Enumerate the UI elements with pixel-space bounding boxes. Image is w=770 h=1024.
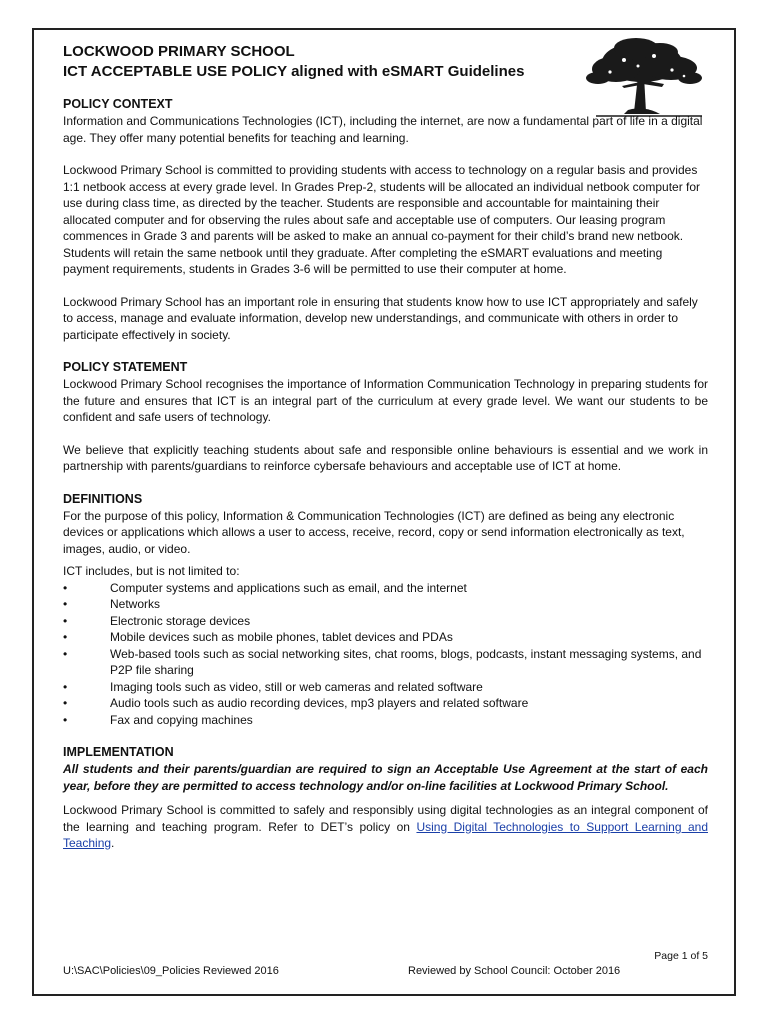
acceptable-use-requirement: All students and their parents/guardian are required to sign an Acceptable Use Agreement at the start of each year, before they are permitted to access technology and/or on-line facilities at Lockwood Primary School.	[63, 762, 708, 793]
implementation-heading: IMPLEMENTATION	[63, 745, 174, 759]
context-paragraph-1: Information and Communications Technologies (ICT), including the internet, are now a fundamental part of life in a digital age. They offer many potential benefits for teaching and learning.	[63, 114, 703, 145]
list-intro: ICT includes, but is not limited to:	[63, 564, 240, 578]
bullet-icon: •	[63, 712, 68, 727]
bullet-icon: •	[63, 679, 68, 694]
context-paragraph-3: Lockwood Primary School has an important role in ensuring that students know how to use ICT appropriately and safely to access, manage and evaluate information, develop new understandings, and communicate with others in order to participate effectively in society.	[63, 294, 698, 342]
statement-paragraph-2: We believe that explicitly teaching students about safe and responsible online behaviours is essential and we work in partnership with parents/guardians to reinforce cybersafe behaviours and acceptable use of ICT at home.	[63, 442, 708, 473]
policy-statement-heading: POLICY STATEMENT	[63, 360, 188, 374]
list-item: • Electronic storage devices	[63, 613, 251, 628]
bullet-icon: •	[63, 613, 68, 628]
det-policy-link[interactable]: Using Digital Technologies to Support Learning and Teaching	[63, 819, 708, 850]
review-date: Reviewed by School Council: October 2016	[408, 965, 621, 977]
school-name: LOCKWOOD PRIMARY SCHOOL	[63, 43, 295, 60]
list-item: • Audio tools such as audio recording devices, mp3 players and related software	[63, 696, 529, 710]
list-item: • Computer systems and applications such as email, and the internet	[63, 580, 467, 595]
list-item: • Fax and copying machines	[63, 712, 253, 727]
list-item: • Mobile devices such as mobile phones, tablet devices and PDAs	[63, 630, 453, 644]
statement-paragraph-1: Lockwood Primary School recognises the importance of Information Communication Technology in preparing students for the future and ensures that ICT is an integral part of the curriculum at every grade level. We want our students to be confident and safe users of technology.	[63, 377, 708, 424]
context-paragraph-2: Lockwood Primary School is committed to providing students with access to technology on a regular basis and provides 1:1 netbook access at every grade level. In Grades Prep-2, students will be allocated an individual netbook computer for use during class time, as directed by the teacher. Students are responsible and accountable for maintaining their allocated computer and for observing the rules about safe and acceptable use of computers. Our leasing program commences in Grade 3 and parents will be asked to make an annual co-payment for their child’s brand new netbook. Students will retain the same netbook until they graduate. After completing the eSMART evaluations and meeting payment requirements, students in Grades 3-6 will be permitted to use their computer at home.	[63, 163, 701, 276]
definitions-paragraph: For the purpose of this policy, Information & Communication Technologies (ICT) are defined as being any electronic devices or applications which allows a user to access, receive, record, copy or send information electronically as text, images, audio, or video.	[63, 508, 685, 556]
list-item: • Imaging tools such as video, still or web cameras and related software	[63, 679, 483, 694]
bullet-icon: •	[63, 597, 68, 611]
policy-title: ICT ACCEPTABLE USE POLICY aligned with eSMART Guidelines	[63, 63, 525, 80]
page-number: Page 1 of 5	[654, 950, 708, 962]
bullet-icon: •	[63, 580, 68, 595]
bullet-icon: •	[63, 646, 68, 661]
file-path: U:\SAC\Policies\09_Policies Reviewed 2016	[63, 965, 279, 977]
bullet-icon: •	[63, 630, 68, 644]
list-item: • Networks	[63, 597, 161, 611]
implementation-paragraph: Lockwood Primary School is committed to safely and responsibly using digital technologies as an integral component of the learning and teaching program. Refer to DET’s policy on Using Digital Technologies to Support Learning and Teaching.	[63, 803, 708, 850]
bullet-icon: •	[63, 696, 68, 710]
policy-document	[63, 42, 708, 852]
list-item: • Web-based tools such as social networking sites, chat rooms, blogs, podcasts, instant messaging systems, and P2P file sharing	[63, 646, 702, 677]
definitions-heading: DEFINITIONS	[63, 491, 143, 506]
policy-context-heading: POLICY CONTEXT	[63, 97, 173, 111]
ict-list	[63, 580, 708, 729]
